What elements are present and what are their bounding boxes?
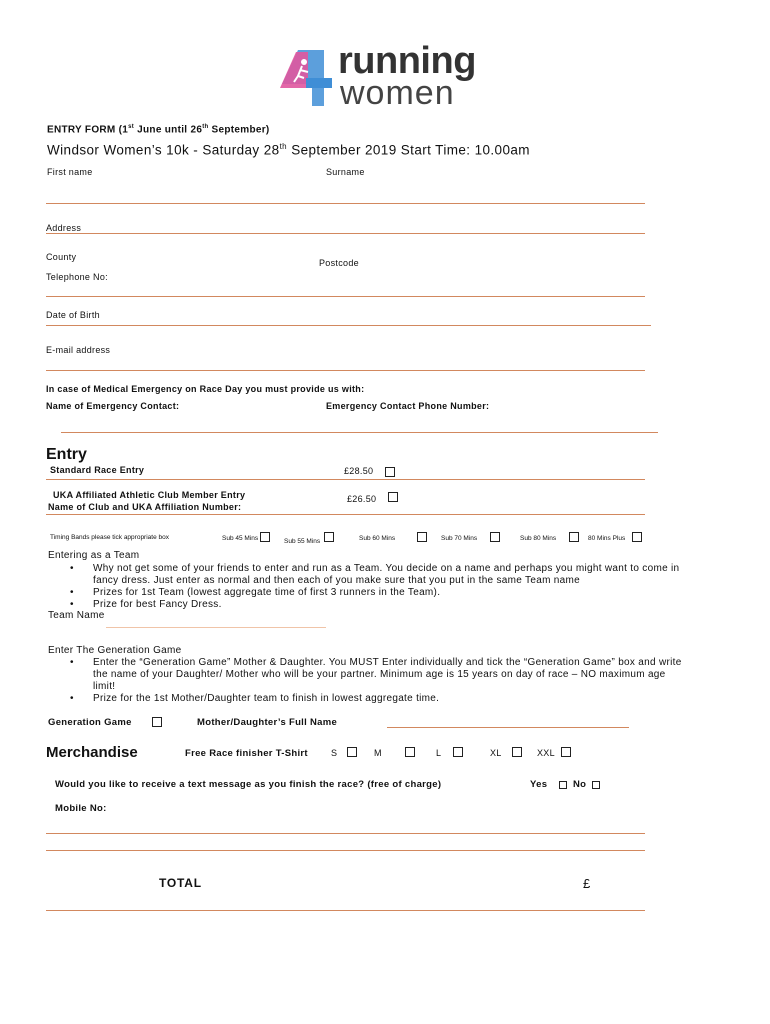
uka-entry-checkbox[interactable] <box>388 492 398 502</box>
postcode-label: Postcode <box>319 258 359 268</box>
name-line[interactable] <box>46 203 645 204</box>
sms-question: Would you like to receive a text message as you finish the race? (free of charge) <box>55 779 442 790</box>
band-sub70-label: Sub 70 Mins <box>441 535 478 542</box>
team-bullet-list <box>46 563 701 611</box>
emergency-line[interactable] <box>61 432 658 433</box>
dob-label: Date of Birth <box>46 310 100 320</box>
form-title-sup2: th <box>202 124 209 130</box>
size-xl-label: XL <box>490 748 502 758</box>
size-l-label: L <box>436 748 442 758</box>
partner-name-line[interactable] <box>387 727 629 728</box>
generation-game-checkbox[interactable] <box>152 717 162 727</box>
event-title <box>47 142 530 158</box>
sms-no-checkbox[interactable] <box>592 781 600 789</box>
band-sub80-label: Sub 80 Mins <box>520 535 557 542</box>
team-bullet: • Prizes for 1st Team (lowest aggregate time of first 3 runners in the Team). <box>46 587 701 599</box>
generation-bullet-list <box>46 657 686 705</box>
emergency-contact-phone-label: Emergency Contact Phone Number: <box>326 401 490 411</box>
form-title-sup1: st <box>128 124 135 130</box>
emergency-heading: In case of Medical Emergency on Race Day you must provide us with: <box>46 384 365 394</box>
mobile-line-2 <box>46 850 645 851</box>
standard-entry-checkbox[interactable] <box>385 467 395 477</box>
band-sub45-label: Sub 45 Mins <box>222 535 259 542</box>
size-xxl-label: XXL <box>537 748 555 758</box>
emergency-contact-name-label: Name of Emergency Contact: <box>46 401 180 411</box>
event-title-sup: th <box>279 142 288 151</box>
total-label: TOTAL <box>159 876 202 890</box>
band-sub80-checkbox[interactable] <box>569 532 579 542</box>
sms-yes-label: Yes <box>530 779 548 790</box>
county-label: County <box>46 252 77 262</box>
form-title-text-c: September) <box>208 124 270 136</box>
club-label: Name of Club and UKA Affiliation Number: <box>48 502 242 512</box>
partner-name-label: Mother/Daughter’s Full Name <box>197 717 338 728</box>
standard-entry-line <box>46 479 645 480</box>
form-title <box>47 124 270 135</box>
sms-yes-checkbox[interactable] <box>559 781 567 789</box>
generation-game-label <box>48 717 132 728</box>
event-title-text-a: Windsor Women’s 10k - Saturday 28 <box>47 142 280 158</box>
address-label: Address <box>46 223 82 233</box>
band-sub70-checkbox[interactable] <box>490 532 500 542</box>
generation-game-text: Generation Game <box>48 717 132 728</box>
band-sub60-label: Sub 60 Mins <box>359 535 396 542</box>
club-line[interactable] <box>46 514 645 515</box>
first-name-label: First name <box>47 167 93 177</box>
tshirt-label: Free Race finisher T-Shirt <box>185 748 308 759</box>
telephone-line[interactable] <box>46 296 645 297</box>
standard-entry-label: Standard Race Entry <box>50 465 145 475</box>
band-sub45-checkbox[interactable] <box>260 532 270 542</box>
generation-heading: Enter The Generation Game <box>48 645 182 656</box>
total-line[interactable] <box>46 910 645 911</box>
logo <box>278 40 498 112</box>
total-currency: £ <box>583 876 591 891</box>
band-sub55-checkbox[interactable] <box>324 532 334 542</box>
size-xxl-checkbox[interactable] <box>561 747 571 757</box>
band-80plus-checkbox[interactable] <box>632 532 642 542</box>
size-m-label: M <box>374 748 382 758</box>
merch-heading: Merchandise <box>46 744 138 761</box>
size-l-checkbox[interactable] <box>453 747 463 757</box>
mobile-label: Mobile No: <box>55 803 107 814</box>
generation-bullet: • Enter the “Generation Game” Mother & Daughter. You MUST Enter individually and tick the “Generation Game” box and write the name of your Daughter/ Mother who will be your partner. Minimum age is 15 years on day of race – NO maximum age limit! <box>46 657 686 693</box>
uka-entry-price: £26.50 <box>347 494 377 504</box>
sms-no-label: No <box>573 779 587 790</box>
band-80plus-label: 80 Mins Plus <box>588 535 626 542</box>
surname-label: Surname <box>326 167 365 177</box>
standard-entry-price: £28.50 <box>344 466 374 476</box>
telephone-label: Telephone No: <box>46 272 108 282</box>
size-s-checkbox[interactable] <box>347 747 357 757</box>
mobile-line-1[interactable] <box>46 833 645 834</box>
generation-bullet: • Prize for the 1st Mother/Daughter team to finish in lowest aggregate time. <box>46 693 686 705</box>
team-name-line[interactable] <box>106 627 326 628</box>
team-bullet: • Prize for best Fancy Dress. <box>46 599 701 611</box>
event-title-text-b: September 2019 Start Time: 10.00am <box>287 142 530 158</box>
team-bullet: • Why not get some of your friends to enter and run as a Team. You decide on a name and perhaps you might want to come in fancy dress. Just enter as normal and then each of you make sure that you put in the same Team name <box>46 563 701 587</box>
address-line[interactable] <box>46 233 645 234</box>
entry-heading: Entry <box>46 446 87 463</box>
size-xl-checkbox[interactable] <box>512 747 522 757</box>
size-s-label: S <box>331 748 338 758</box>
logo-word-women: women <box>340 74 455 112</box>
timing-bands-label: Timing Bands please tick appropriate box <box>50 534 169 541</box>
email-line[interactable] <box>46 370 645 371</box>
logo-4-icon <box>278 48 334 110</box>
logo-word-running: running <box>338 40 476 82</box>
dob-line[interactable] <box>46 325 651 326</box>
form-title-text-a: ENTRY FORM (1 <box>47 124 129 136</box>
email-label: E-mail address <box>46 345 111 355</box>
uka-entry-label: UKA Affiliated Athletic Club Member Entry <box>53 490 246 500</box>
team-name-label: Team Name <box>48 610 105 621</box>
band-sub60-checkbox[interactable] <box>417 532 427 542</box>
team-heading: Entering as a Team <box>48 550 140 561</box>
size-m-checkbox[interactable] <box>405 747 415 757</box>
form-title-text-b: June until 26 <box>134 124 203 136</box>
band-sub55-label: Sub 55 Mins <box>284 538 321 545</box>
